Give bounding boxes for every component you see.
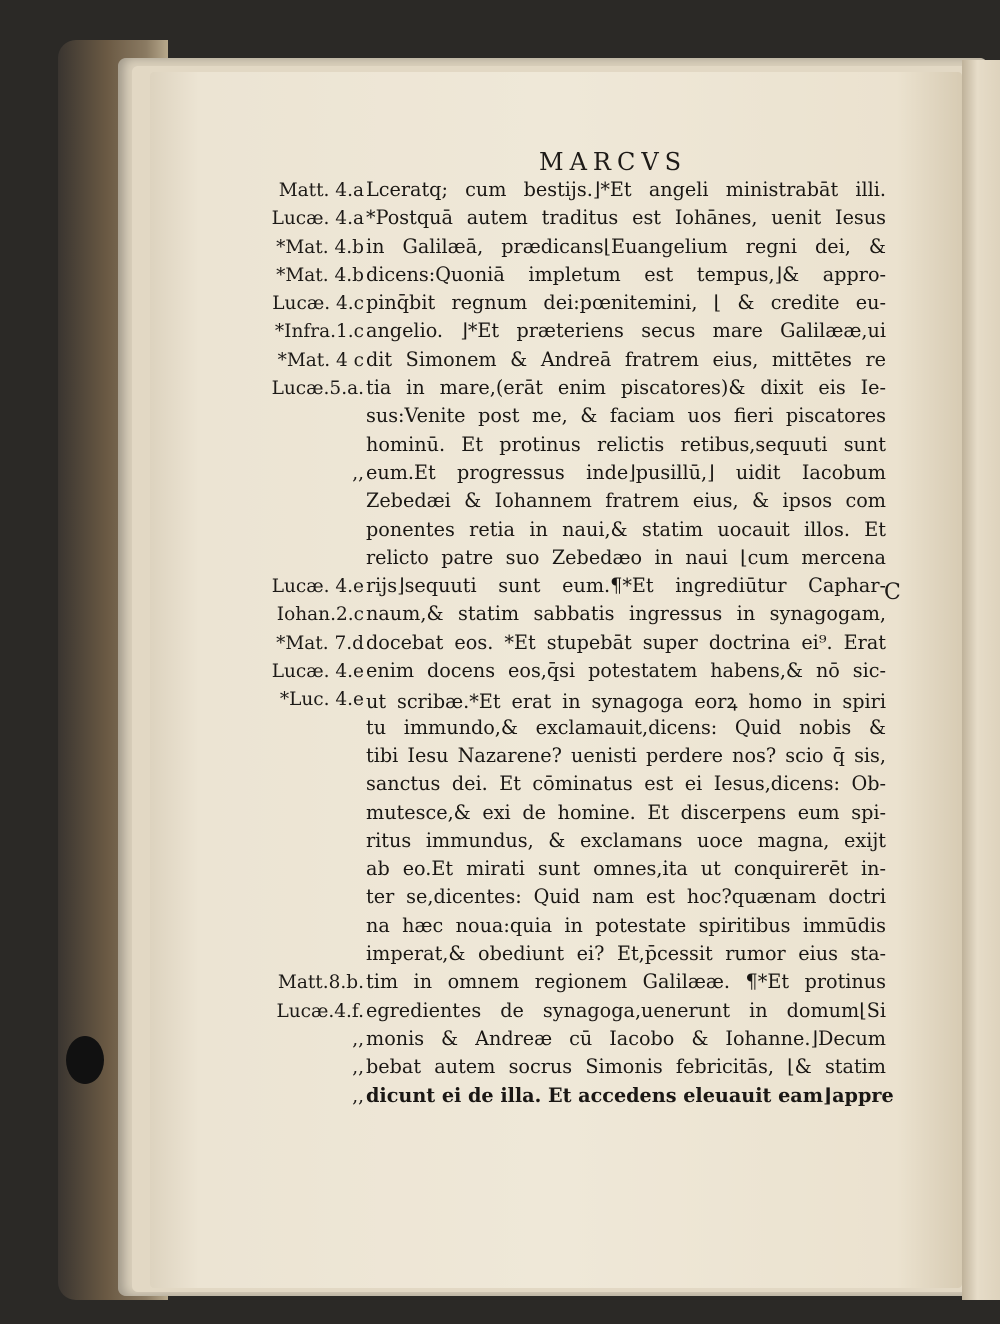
text-line (0, 1027, 1000, 1055)
text-line (0, 178, 1000, 206)
text-line (0, 518, 1000, 546)
body-text: bebat autem socrus Simonis febricitās, ⌊& statim (366, 1055, 886, 1079)
text-line (0, 206, 1000, 234)
body-text: in Galilæā, prædicans⌊Euangelium regni dei, & (366, 234, 886, 258)
body-text: egredientes de synagoga,uenerunt in domum⌊Si (366, 998, 886, 1022)
text-line (0, 574, 1000, 602)
body-text: ter se,dicentes: Quid nam est hoc?quænam doctri (366, 885, 886, 909)
text-line (0, 801, 1000, 829)
text-line (0, 602, 1000, 630)
body-text: pinq̄bit regnum dei:pœnitemini, ⌊ & credite eu- (366, 291, 886, 315)
marginal-reference: Iohan.2.c (276, 604, 364, 626)
marginal-reference: ,, (352, 1085, 364, 1107)
text-line (0, 461, 1000, 489)
running-head: MARCVS (539, 148, 688, 176)
body-text: tibi Iesu Nazarene? uenisti perdere nos? scio q̄ sis, (366, 743, 886, 767)
body-text: angelio. ⌋*Et præteriens secus mare Galilææ,ui (366, 319, 886, 343)
text-block (0, 178, 1000, 1112)
body-text: *Postquā autem traditus est Iohānes, uenit Iesus (366, 206, 886, 230)
margin-letter: C (884, 580, 901, 605)
text-line (0, 1055, 1000, 1083)
text-line (0, 687, 1000, 715)
text-line (0, 489, 1000, 517)
marginal-reference: Lucæ. 4.e (271, 661, 364, 683)
body-text: enim docens eos,q̄si potestatem habens,& nō sic- (366, 659, 886, 683)
marginal-reference: *Mat. 4.b (276, 236, 364, 258)
body-text: relicto patre suo Zebedæo in naui ⌊cum mercena (366, 545, 886, 569)
text-line (0, 263, 1000, 291)
text-line (0, 999, 1000, 1027)
text-line (0, 235, 1000, 263)
body-text: naum,& statim sabbatis ingressus in synagogam, (366, 602, 886, 626)
text-line (0, 631, 1000, 659)
text-line (0, 716, 1000, 744)
body-text: Zebedæi & Iohannem fratrem eius, & ipsos com (366, 489, 886, 513)
body-text: imperat,& obediunt ei? Et,p̄cessit rumor eius sta- (366, 942, 886, 966)
body-text: hominū. Et protinus relictis retibus,sequuti sunt (366, 432, 886, 456)
body-text: ritus immundus, & exclamans uoce magna, exijt (366, 828, 886, 852)
text-line (0, 319, 1000, 347)
body-text: monis & Andreæ cū Iacobo & Iohanne.⌋Decum (366, 1026, 886, 1050)
text-line (0, 857, 1000, 885)
body-text: dicunt ei de illa. Et accedens eleuauit eam⌋appre (366, 1083, 894, 1107)
marginal-reference: Matt.8.b. (277, 972, 364, 994)
body-text: dit Simonem & Andreā fratrem eius, mittētes re (366, 347, 886, 371)
body-text: docebat eos. *Et stupebāt super doctrina ei⁹. Erat (366, 630, 886, 654)
body-text: sanctus dei. Et cōminatus est ei Iesus,dicens: Ob- (366, 772, 886, 796)
text-line (0, 772, 1000, 800)
marginal-reference: ,, (352, 462, 364, 484)
text-line (0, 433, 1000, 461)
text-line (0, 885, 1000, 913)
text-line (0, 291, 1000, 319)
body-text: eum.Et progressus inde⌋pusillū,⌋ uidit Iacobum (366, 460, 886, 484)
marginal-reference: Lucæ. 4.a (271, 208, 364, 230)
body-text: tim in omnem regionem Galilææ. ¶*Et protinus (366, 970, 886, 994)
body-text: mutesce,& exi de homine. Et discerpens eum spi- (366, 800, 886, 824)
body-text: ab eo.Et mirati sunt omnes,ita ut conquirerēt in- (366, 857, 886, 881)
text-line (0, 348, 1000, 376)
marginal-reference: Matt. 4.a (278, 180, 364, 201)
text-line (0, 914, 1000, 942)
body-text: dicens:Quoniā impletum est tempus,⌋& appro- (366, 262, 886, 286)
text-line (0, 829, 1000, 857)
text-line (0, 659, 1000, 687)
text-line (0, 404, 1000, 432)
marginal-reference: *Luc. 4.e (279, 689, 364, 711)
marginal-reference: *Infra.1.c (274, 321, 364, 343)
body-text: tia in mare,(erāt enim piscatores)& dixit eis Ie- (366, 376, 886, 400)
marginal-reference: Lucæ. 4.e (271, 576, 364, 598)
body-text: ut scribæ.*Et erat in synagoga eorꝝ homo in spiri (366, 690, 886, 714)
body-text: Lceratq; cum bestijs.⌋*Et angeli ministrabāt illi. (366, 178, 886, 201)
text-line (0, 744, 1000, 772)
text-line (0, 970, 1000, 998)
body-text: ponentes retia in naui,& statim uocauit illos. Et (366, 517, 886, 541)
marginal-reference: ,, (352, 1028, 364, 1050)
text-line (0, 942, 1000, 970)
marginal-reference: Lucæ. 4.c (272, 293, 364, 315)
marginal-reference: ,, (352, 1057, 364, 1079)
text-line (0, 1084, 1000, 1112)
marginal-reference: *Mat. 7.d (276, 632, 364, 654)
body-text: rijs⌋sequuti sunt eum.¶*Et ingrediūtur Caphar- (366, 574, 886, 598)
marginal-reference: Lucæ.5.a. (271, 378, 364, 400)
body-text: na hæc noua:quia in potestate spiritibus immūdis (366, 913, 886, 937)
body-text: tu immundo,& exclamauit,dicens: Quid nobis & (366, 715, 886, 739)
marginal-reference: Lucæ.4.f. (276, 1000, 364, 1022)
text-line (0, 376, 1000, 404)
body-text: sus:Venite post me, & faciam uos fieri piscatores (366, 404, 886, 428)
marginal-reference: *Mat. 4.b (276, 264, 364, 286)
text-line (0, 546, 1000, 574)
marginal-reference: *Mat. 4 c (277, 349, 364, 371)
